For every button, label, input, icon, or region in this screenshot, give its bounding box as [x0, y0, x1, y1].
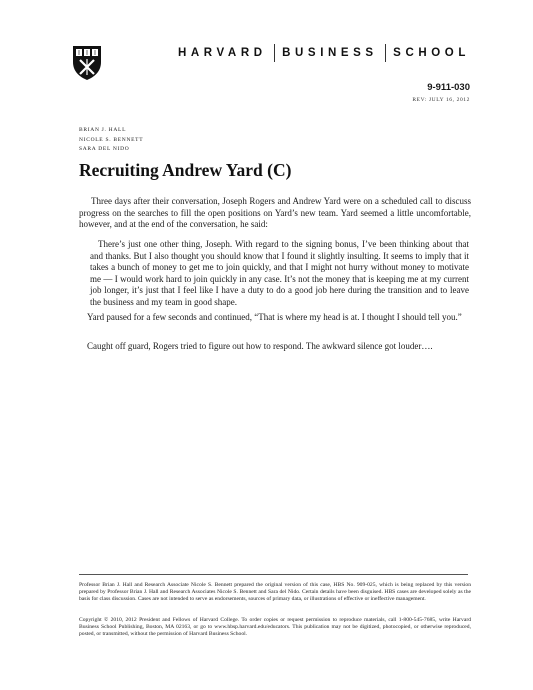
authorship-note: Professor Brian J. Hall and Research Associate Nicole S. Bennett prepared the original version of this case, HBS No. 909-025, which is being replaced by this version prepared by Professor Brian J. Hall and Research Associates Nicole S. Bennett and Sara del Nido. Certain details have been disguised. HBS cases are developed solely as the basis for class discussion. Cases are not intended to serve as endorsements, sources of primary data, or illustrations of effective or ineffective management.	[79, 582, 471, 603]
paragraph-text: Caught off guard, Rogers tried to figure out how to respond. The awkward silence got louder….	[87, 341, 433, 351]
copyright-note: Copyright © 2010, 2012 President and Fellows of Harvard College. To order copies or request permission to reproduce materials, call 1-800-545-7685, write Harvard Business School Publishing, Boston, MA 02163, or go to www.hbsp.harvard.edu/educators. This publication may not be digitized, photocopied, or otherwise reproduced, posted, or transmitted, without the permission of Harvard Business School.	[79, 617, 471, 638]
paragraph-text: Yard paused for a few seconds and continued, “That is where my head is at. I thought I should tell you.”	[87, 312, 462, 322]
footnote-divider	[79, 574, 468, 575]
author-name: SARA DEL NIDO	[79, 146, 130, 152]
body-paragraph	[79, 341, 471, 353]
masthead-word: BUSINESS	[282, 47, 378, 59]
case-title: Recruiting Andrew Yard (C)	[79, 160, 292, 180]
author-name: BRIAN J. HALL	[79, 127, 127, 133]
block-quote: There’s just one other thing, Joseph. With regard to the signing bonus, I’ve been thinking about that and thanks. But I also thought you should know that I found it slightly insulting. It seems to imply that it takes a bunch of money to get me to join quickly, and that I might not hurry without money to motivate me — I would work hard to join quickly in any case. It’s not the money that is keeping me at my current job longer, it’s just that I feel like I have a duty to do a good job here during the transition and to leave the business and my team in good shape.	[90, 239, 469, 307]
case-number: 9-911-030	[427, 82, 470, 93]
masthead-word: HARVARD	[178, 47, 267, 59]
masthead-divider	[385, 44, 386, 62]
author-list	[79, 126, 143, 155]
paragraph-text: Three days after their conversation, Joseph Rogers and Andrew Yard were on a scheduled call to discuss progress on the searches to fill the open positions on Yard’s new team. Yard seemed a little uncomfortable, however, and at the end of the conversation, he said:	[79, 196, 471, 230]
masthead-divider	[274, 44, 275, 62]
masthead	[178, 44, 470, 62]
body-paragraph	[79, 196, 471, 231]
masthead-word: SCHOOL	[393, 47, 470, 59]
revision-date: REV: JULY 16, 2012	[412, 97, 470, 103]
harvard-shield-icon	[72, 45, 102, 81]
author-name: NICOLE S. BENNETT	[79, 136, 144, 143]
body-paragraph	[79, 312, 471, 324]
